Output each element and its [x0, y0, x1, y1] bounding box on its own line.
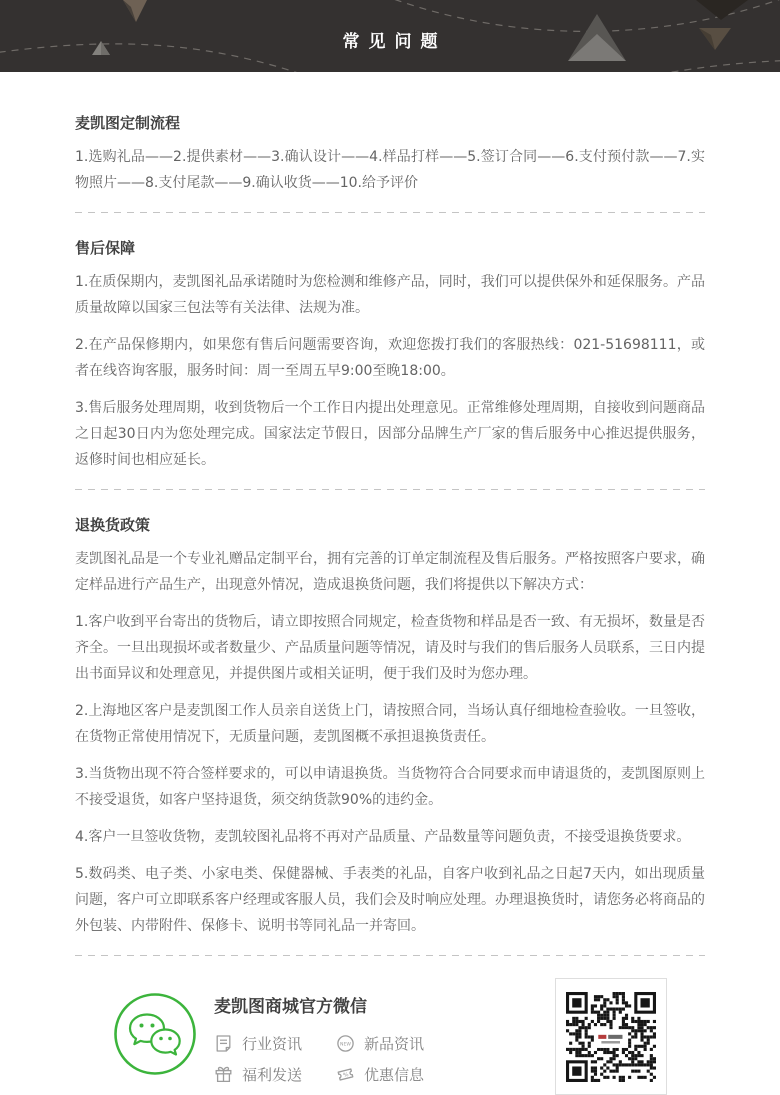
paragraph: 2.上海地区客户是麦凯图工作人员亲自送货上门，请按照合同，当场认真仔细地检查验收。一旦签收，在货物正常使用情况下，无质量问题，麦凯图概不承担退换货责任。 [75, 703, 705, 745]
wechat-title: 麦凯图商城官方微信 [214, 997, 367, 1017]
process-steps-text: 1.选购礼品——2.提供素材——3.确认设计——4.样品打样——5.签订合同——6.支付预付款——7.实物照片——8.支付尾款——9.确认收货——10.给予评价 [75, 149, 705, 191]
svg-text:NEW: NEW [340, 1042, 351, 1048]
qr-pattern [566, 992, 656, 1082]
news-doc-icon [214, 1034, 233, 1053]
section-divider [75, 489, 705, 490]
paragraph: 4.客户一旦签收货物，麦凯较图礼品将不再对产品质量、产品数量等问题负责，不接受退换货要求。 [75, 829, 691, 845]
section-custom-process [75, 112, 705, 213]
page-header [0, 0, 780, 72]
gift-icon [214, 1065, 233, 1084]
wechat-logo-icon [113, 992, 197, 1076]
qr-code [555, 978, 667, 1095]
paragraph: 5.数码类、电子类、小家电类、保健器械、手表类的礼品，自客户收到礼品之日起7天内，如出现质量问题，客户可立即联系客户经理或客服人员，我们会及时响应处理。办理退换货时，请您务必将商品的外包装、内带附件、保修卡、说明书等同礼品一并寄回。 [75, 866, 705, 934]
paragraph: 麦凯图礼品是一个专业礼赠品定制平台，拥有完善的订单定制流程及售后服务。严格按照客户要求，确定样品进行产品生产，出现意外情况，造成退换货问题，我们将提供以下解决方式： [75, 551, 705, 593]
feature-industry-news [214, 1033, 302, 1054]
feature-label: 新品资讯 [364, 1035, 425, 1053]
feature-label: 福利发送 [242, 1066, 303, 1084]
feature-new-products [336, 1033, 424, 1054]
paragraph: 3.售后服务处理周期，收到货物后一个工作日内提出处理意见。正常维修处理周期，自接收到问题商品之日起30日内为您处理完成。国家法定节假日，因部分品牌生产厂家的售后服务中心推迟提供服务，返修时间也相应延长。 [75, 400, 705, 468]
feature-label: 行业资讯 [242, 1035, 303, 1053]
section-after-sales [75, 237, 705, 490]
feature-label: 优惠信息 [364, 1066, 425, 1084]
section-divider [75, 955, 705, 956]
coupon-icon [336, 1065, 355, 1084]
new-badge-icon [336, 1034, 355, 1053]
wechat-feature-grid [214, 1033, 555, 1085]
section-divider [75, 212, 705, 213]
paragraph: 1.客户收到平台寄出的货物后，请立即按照合同规定，检查货物和样品是否一致、有无损坏，数量是否齐全。一旦出现损坏或者数量少、产品质量问题等情况，请及时与我们的售后服务人员联系，三日内提出书面异议和处理意见，并提供图片或相关证明，便于我们及时为您办理。 [75, 614, 705, 682]
page-title: 常见问题 [342, 32, 447, 52]
feature-welfare [214, 1064, 302, 1085]
wechat-footer [0, 978, 780, 1095]
section-return-policy [75, 514, 705, 956]
paragraph: 1.在质保期内，麦凯图礼品承诺随时为您检测和维修产品，同时，我们可以提供保外和延保服务。产品质量故障以国家三包法等有关法律、法规为准。 [75, 274, 705, 316]
wechat-info [214, 992, 555, 1085]
section-heading: 退换货政策 [75, 516, 151, 534]
main-content [0, 112, 780, 956]
section-heading: 麦凯图定制流程 [75, 114, 181, 132]
feature-discounts [336, 1064, 424, 1085]
svg-text:%: % [342, 1071, 350, 1080]
section-heading: 售后保障 [75, 239, 136, 257]
paragraph: 3.当货物出现不符合签样要求的，可以申请退换货。当货物符合合同要求而申请退货的，麦凯图原则上不接受退货，如客户坚持退货，须交纳货款90%的违约金。 [75, 766, 705, 808]
paragraph: 2.在产品保修期内，如果您有售后问题需要咨询，欢迎您拨打我们的客服热线：021-51698111，或者在线咨询客服，服务时间：周一至周五早9:00至晚18:00。 [75, 337, 705, 379]
